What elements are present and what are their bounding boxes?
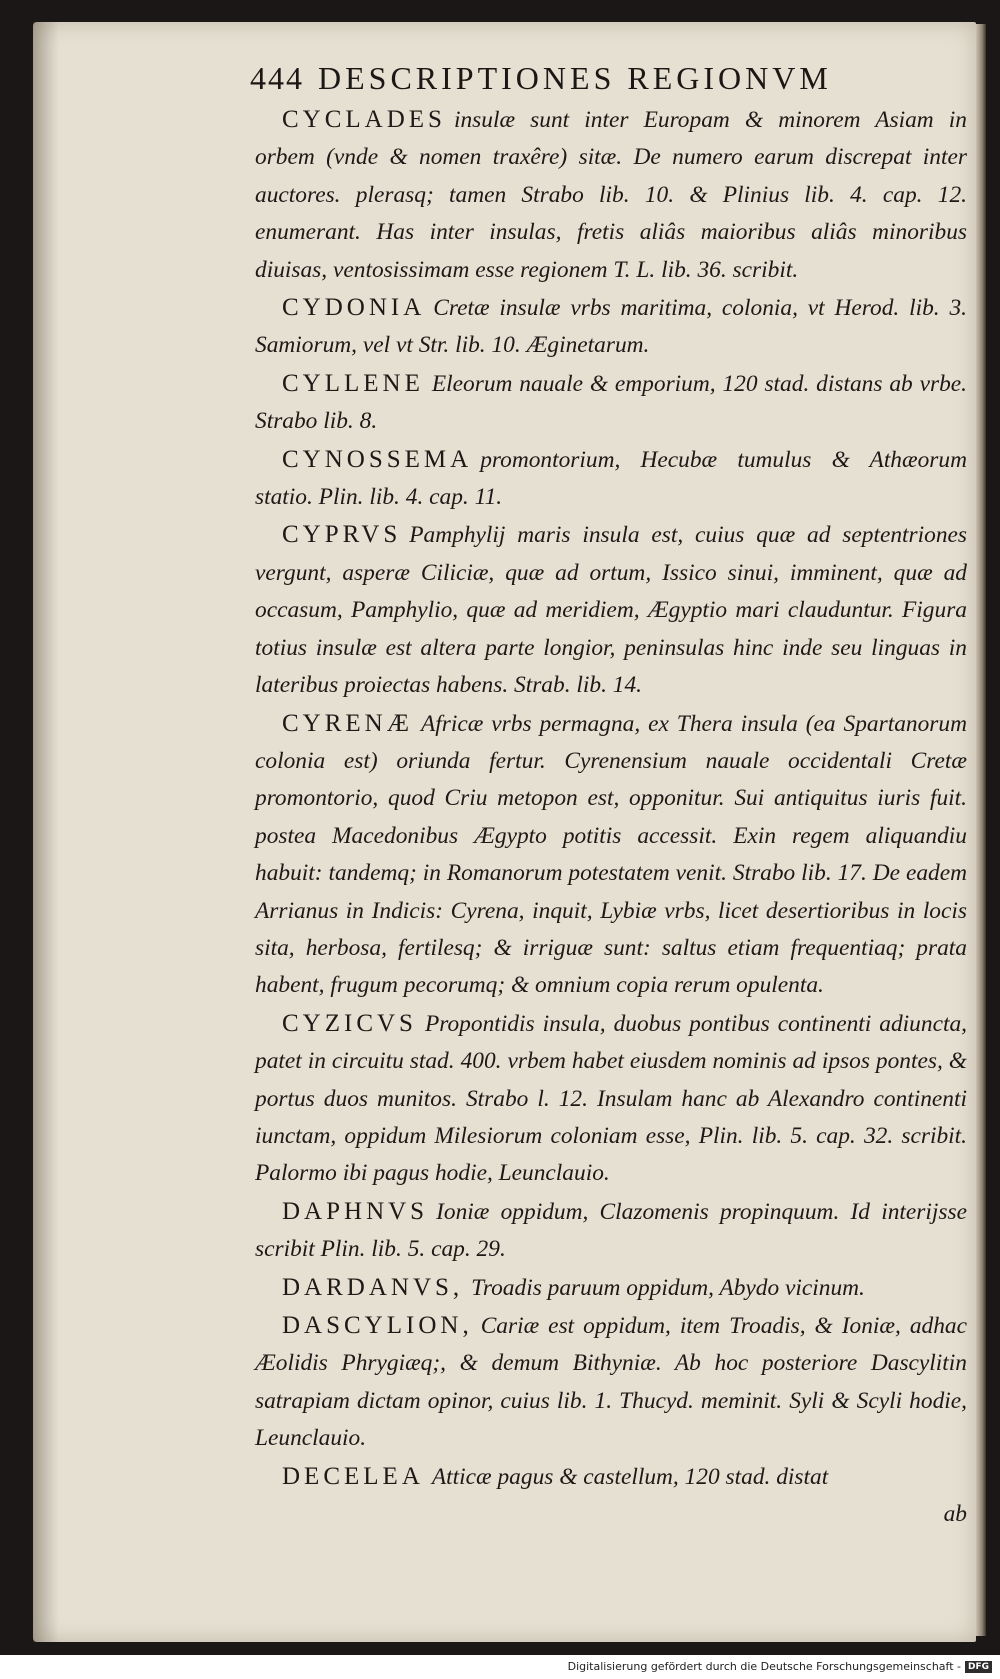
- entry-keyword: CYDONIA: [282, 294, 426, 322]
- entry-daphnvs: [255, 1193, 967, 1269]
- entry-text: promontorium, Hecubæ tumulus & Athæorum statio. Plin. lib. 4. cap. 11.: [255, 446, 967, 511]
- funding-credit: Digitalisierung gefördert durch die Deutsche Forschungsgemeinschaft -: [567, 1660, 961, 1673]
- entry-keyword: DAPHNVS: [282, 1197, 429, 1225]
- entry-keyword: DARDANVS,: [282, 1273, 464, 1301]
- page-header: [250, 60, 910, 104]
- entry-text: Cariæ est oppidum, item Troadis, & Ioniæ, adhac Æolidis Phrygiæq;, & demum Bithyniæ. Ab hoc posteriore Dascylitin satrapiam dictam opinor, cuius lib. 1. Thucyd. meminit. Syli & Scyli hodie, Leunclauio.: [255, 1313, 967, 1452]
- entry-cyllene: [255, 365, 967, 441]
- entry-keyword: CYNOSSEMA: [282, 445, 473, 473]
- entry-decelea: [255, 1458, 967, 1496]
- entry-keyword: CYCLADES: [282, 106, 446, 133]
- entry-keyword: DASCYLION,: [282, 1312, 473, 1339]
- dfg-logo: DFG: [965, 1661, 992, 1673]
- entry-dardanvs: [255, 1269, 967, 1307]
- entry-text: Pamphylij maris insula est, cuius quæ ad septentriones vergunt, asperæ Ciliciæ, quæ ad ortum, Issico sinui, imminent, quæ ad occasum, Pamphylio, quæ ad meridiem, Ægyptio mari clauduntur. Figura totius insulæ est altera parte longior, peninsulas hinc inde seu linguas in lateribus proiectas habens. Strab. lib. 14.: [255, 522, 967, 699]
- page-number: 444: [250, 60, 304, 96]
- entry-cyclades: [255, 101, 967, 289]
- entry-cyzicvs: [255, 1005, 967, 1193]
- entry-keyword: CYLLENE: [282, 369, 424, 397]
- entry-text: Atticæ pagus & castellum, 120 stad. distat: [431, 1463, 829, 1490]
- entry-text: Eleorum nauale & emporium, 120 stad. distans ab vrbe. Strabo lib. 8.: [255, 370, 967, 435]
- text-body: [255, 101, 967, 1533]
- entry-text: Ioniæ oppidum, Clazomenis propinquum. Id interijsse scribit Plin. lib. 5. cap. 29.: [255, 1198, 967, 1263]
- entry-keyword: CYZICVS: [282, 1009, 417, 1037]
- entry-dascylion: [255, 1307, 967, 1458]
- entry-text: Propontidis insula, duobus pontibus continenti adiuncta, patet in circuitu stad. 400. vrbem habet eiusdem nominis ad ipsos pontes, & portus duos munitos. Strabo l. 12. Insulam hanc ab Alexandro continenti iunctam, oppidum Milesiorum coloniam esse, Plin. lib. 5. cap. 32. scribit. Palormo ibi pagus hodie, Leunclauio.: [255, 1010, 967, 1187]
- digitization-footer: [0, 1655, 1000, 1679]
- page-edge: [976, 24, 986, 1636]
- entry-cyrenae: [255, 705, 967, 1005]
- entry-text: Cretæ insulæ vrbs maritima, colonia, vt Herod. lib. 3. Samiorum, vel vt Str. lib. 10. Æginetarum.: [255, 295, 967, 359]
- entry-text: Troadis paruum oppidum, Abydo vicinum.: [471, 1274, 865, 1301]
- catchword: ab: [943, 1501, 967, 1528]
- entry-cydonia: [255, 289, 967, 365]
- entry-text: Africæ vrbs permagna, ex Thera insula (ea Spartanorum colonia est) oriunda fertur. Cyrenensium nauale occidentali Cretæ promontorio, quod Criu metopon est, opponitur. Sui antiquitus iuris fuit. postea Macedonibus Ægypto potitis accessit. Exin regem aliquandiu habuit: tandemq; in Romanorum potestatem venit. Strabo lib. 17. De eadem Arrianus in Indicis: Cyrena, inquit, Lybiæ vrbs, licet desertioribus in locis sita, herbosa, fertilesq; & irriguæ sunt: saltus etiam frequentiaq; prata habent, frugum pecorumq; & omnium copia rerum opulenta.: [255, 710, 967, 999]
- entry-text: insulæ sunt inter Europam & minorem Asiam in orbem (vnde & nomen traxêre) sitæ. De numero earum discrepat inter auctores. plerasq; tamen Strabo lib. 10. & Plinius lib. 4. cap. 12. enumerant. Has inter insulas, fretis aliâs maioribus aliâs minoribus diuisas, ventosissimam esse regionem T. L. lib. 36. scribit.: [255, 107, 967, 283]
- entry-keyword: DECELEA: [282, 1462, 424, 1490]
- entry-keyword: CYRENÆ: [282, 709, 413, 737]
- entry-keyword: CYPRVS: [282, 521, 402, 549]
- running-title: DESCRIPTIONES REGIONVM: [318, 60, 832, 96]
- entry-cynossema: [255, 441, 967, 517]
- entry-cyprvs: [255, 516, 967, 704]
